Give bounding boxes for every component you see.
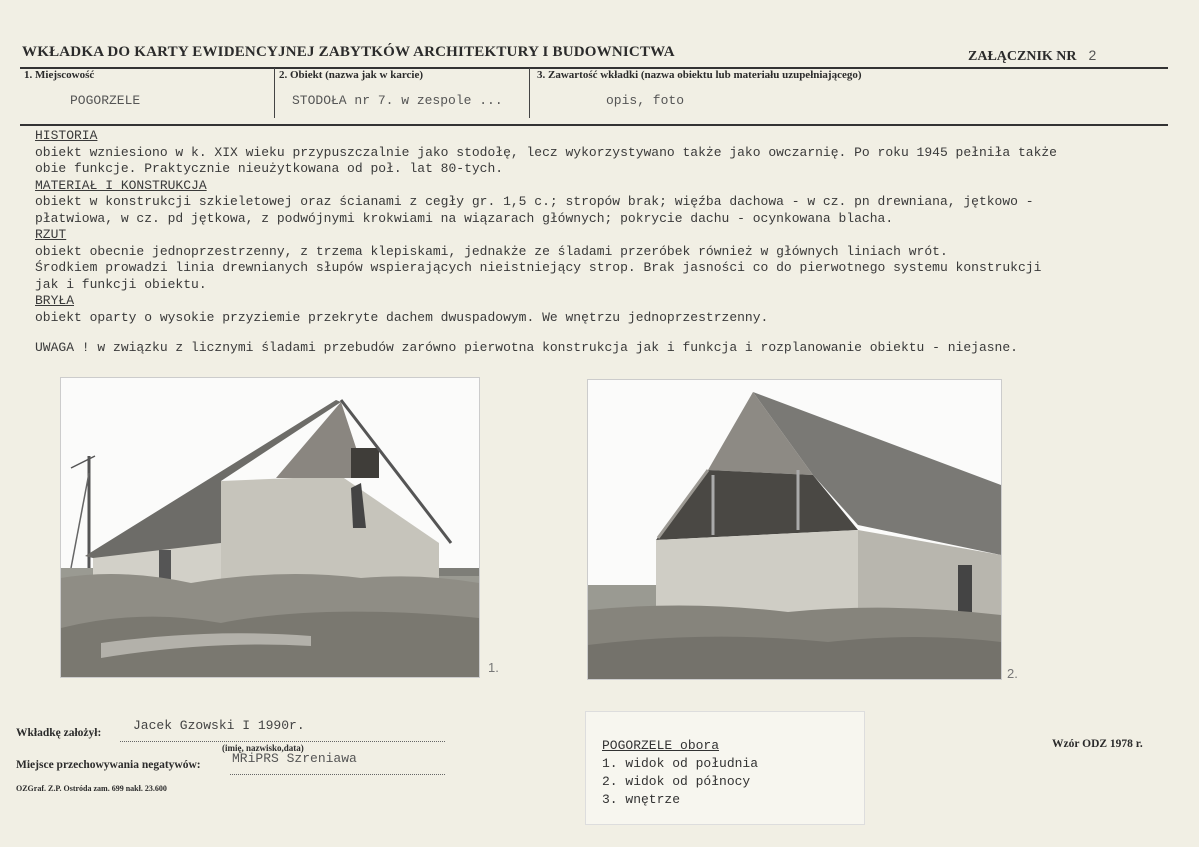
- spacer: [35, 326, 1155, 340]
- caption-item-2: 2. widok od północy: [602, 774, 751, 789]
- attachment-number: 2: [1088, 47, 1097, 63]
- caption-title: POGORZELE obora: [602, 738, 720, 753]
- miejsce-value: MRiPRS Szreniawa: [232, 751, 357, 766]
- field-2-value: STODOŁA nr 7. w zespole ...: [292, 93, 503, 108]
- zalozyl-hint: (imię, nazwisko,data): [222, 743, 304, 753]
- section-title-bryla: BRYŁA: [35, 293, 75, 308]
- field-3-label: 3. Zawartość wkładki (nazwa obiektu lub materiału uzupełniającego): [537, 69, 862, 81]
- rzut-line-1: obiekt obecnie jednoprzestrzenny, z trzema klepiskami, jednakże ze śladami przeróbek również w głównych liniach wrót.: [35, 243, 948, 259]
- section-title-material: MATERIAŁ I KONSTRUKCJA: [35, 177, 207, 193]
- photo-caption-box: [585, 711, 865, 825]
- photo-barn-south: [60, 377, 480, 678]
- material-line-2: płatwiowa, w cz. pd jętkowa, z podwójnymi krokwiami na wiązarach głównych; pokrycie dachu - ocynkowana blacha.: [35, 210, 894, 226]
- historia-line-2: obie funkcje. Praktycznie nieużytkowana od poł. lat 80-tych.: [35, 161, 504, 176]
- material-line-1: obiekt w konstrukcji szkieletowej oraz ścianami z cegły gr. 1,5 c.; stropów brak; więźba dachowa - w cz. pn drewniana, jętkowo -: [35, 194, 1034, 209]
- card-title: WKŁADKA DO KARTY EWIDENCYJNEJ ZABYTKÓW ARCHITEKTURY I BUDOWNICTWA: [22, 44, 675, 60]
- section-title-historia: HISTORIA: [35, 128, 98, 143]
- zalozyl-label: Wkładkę założył:: [16, 727, 102, 739]
- miejsce-label: Miejsce przechowywania negatywów:: [16, 759, 201, 771]
- field-divider-2: [529, 68, 530, 118]
- rzut-line-2: Środkiem prowadzi linia drewnianych słupów wspierających nieistniejący strop. Brak jasności co do pierwotnego systemu konstrukcji: [35, 260, 1042, 275]
- photo-barn-south-image: [61, 378, 479, 677]
- rzut-line-3: jak i funkcji obiektu.: [35, 276, 207, 292]
- attachment-label: [968, 47, 1096, 65]
- field-1-value: POGORZELE: [70, 93, 141, 108]
- attachment-label-text: ZAŁĄCZNIK NR: [968, 49, 1077, 64]
- photo-barn-north-image: [588, 380, 1001, 679]
- zalozyl-value: Jacek Gzowski I 1990r.: [133, 718, 305, 733]
- bryla-line-1: obiekt oparty o wysokie przyziemie przekryte dachem dwuspadowym. We wnętrzu jednoprzestrzenny.: [35, 309, 769, 325]
- form-template-id: Wzór ODZ 1978 r.: [1052, 738, 1143, 750]
- caption-item-3: 3. wnętrze: [602, 792, 681, 807]
- field-1-label: 1. Miejscowość: [24, 69, 95, 81]
- print-info: OZGraf. Z.P. Ostróda zam. 699 nakł. 23.600: [16, 784, 167, 793]
- photo-2-number: 2.: [1007, 666, 1018, 681]
- field-divider-1: [274, 68, 275, 118]
- caption-item-1: 1. widok od południa: [602, 756, 759, 771]
- photo-1-number: 1.: [488, 660, 499, 675]
- photo-barn-north: [587, 379, 1002, 680]
- uwaga-note: UWAGA ! w związku z licznymi śladami przebudów zarówno pierwotna konstrukcja jak i funkcja i rozplanowanie obiektu - niejasne.: [35, 340, 1018, 355]
- field-bottom-rule: [20, 124, 1168, 126]
- section-title-rzut: RZUT: [35, 227, 67, 242]
- description-body: [35, 128, 1155, 357]
- field-2-label: 2. Obiekt (nazwa jak w karcie): [279, 69, 424, 81]
- field-3-value: opis, foto: [606, 93, 685, 108]
- historia-line-1: obiekt wzniesiono w k. XIX wieku przypuszczalnie jako stodołę, lecz wykorzystywano także jako owczarnię. Po roku 1945 pełniła także: [35, 144, 1057, 160]
